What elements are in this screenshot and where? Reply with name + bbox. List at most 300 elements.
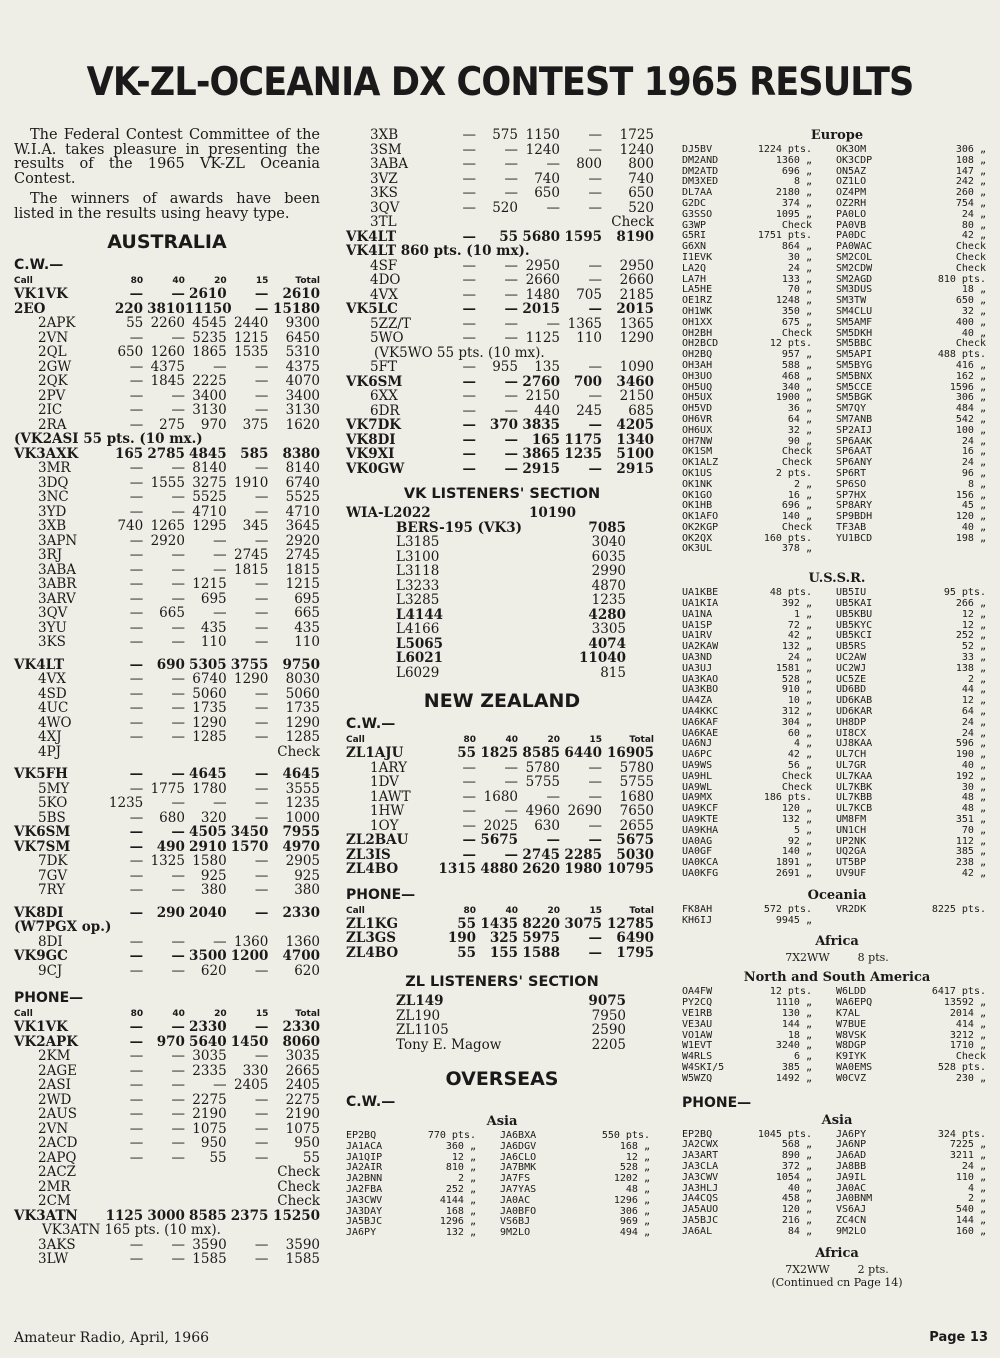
spacer	[476, 1163, 500, 1174]
band-score: —	[462, 199, 476, 216]
band-score: 925	[200, 867, 227, 884]
station-score: 64 „	[961, 706, 986, 718]
spacer	[812, 393, 836, 404]
station-score: 1296 „	[613, 1194, 650, 1206]
call-sign: 4SF	[370, 257, 398, 274]
station-call: SM5API	[836, 349, 873, 361]
band-score: —	[213, 358, 227, 375]
band-score: 1815	[234, 561, 269, 578]
station-score: 16 „	[961, 446, 986, 458]
station-call: OZ1LO	[836, 176, 867, 188]
station-score: 1202 „	[613, 1173, 650, 1185]
total-score: Check	[277, 743, 320, 760]
score-row	[14, 1093, 320, 1108]
station-call: UA3ND	[682, 652, 713, 664]
total-score: 1075	[285, 1120, 320, 1137]
spacer	[812, 685, 836, 696]
zl-listeners-table	[346, 994, 658, 1052]
station-call: SM5AMF	[836, 316, 873, 328]
total-score: 1360	[285, 933, 320, 950]
total-score: 7955	[282, 824, 321, 840]
ussr-table	[682, 588, 992, 880]
overseas-heading: OVERSEAS	[445, 1068, 559, 1090]
station-score: 12 pts.	[769, 338, 812, 350]
call-sign: 1HW	[370, 803, 405, 819]
score-note: (W7PGX op.)	[14, 919, 112, 935]
station-score: 56 „	[787, 760, 812, 772]
station-call: UD6KAR	[836, 706, 873, 718]
band-score: 345	[242, 518, 269, 534]
score-row	[14, 447, 320, 462]
score-row	[14, 505, 320, 520]
station-score: 230 „	[955, 1072, 986, 1084]
station-score: 890 „	[781, 1150, 812, 1162]
call-sign: 5ZZ/T	[370, 315, 411, 332]
band-score: —	[171, 1019, 185, 1035]
station-call: UL7KBB	[836, 792, 873, 804]
band-score: —	[254, 867, 269, 884]
band-score: 1535	[234, 344, 269, 360]
band-score: —	[462, 446, 476, 462]
total-score: 3035	[285, 1048, 320, 1064]
station-call: VE3AU	[682, 1018, 713, 1030]
band-score: 630	[534, 817, 560, 834]
total-score: 1000	[285, 809, 320, 826]
station-score: 96 „	[961, 467, 986, 479]
band-score: —	[129, 1149, 144, 1166]
nz-phone-label: PHONE—	[346, 886, 416, 903]
call-sign: 2ASI	[38, 1077, 71, 1093]
call-sign: VK3AXK	[14, 445, 79, 462]
band-score: 1360	[234, 933, 269, 950]
spacer	[812, 156, 836, 167]
score-row	[14, 745, 320, 760]
station-call: K7AL	[836, 1007, 861, 1019]
spacer	[812, 1130, 836, 1141]
vk-listeners-table	[346, 506, 658, 680]
band-score: —	[504, 301, 518, 317]
score-row	[14, 418, 320, 433]
call-sign: ZL4BO	[346, 944, 399, 961]
score-row	[14, 701, 320, 716]
station-score: 48 „	[625, 1183, 650, 1195]
total-score: 2330	[282, 1019, 321, 1035]
band-score: —	[254, 1091, 269, 1108]
column-header: Call	[14, 276, 33, 286]
band-score: —	[129, 729, 144, 745]
call-sign: 3YD	[38, 503, 67, 520]
score-row	[14, 1064, 320, 1079]
station-score: 2180 „	[775, 187, 812, 199]
band-score: 3500	[189, 948, 227, 964]
ussr-heading: U.S.S.R.	[808, 571, 866, 587]
spacer	[812, 1063, 836, 1074]
listener-score: 4870	[591, 577, 626, 594]
total-score: 4710	[285, 503, 320, 520]
band-score: —	[213, 547, 227, 563]
station-score: 8225 pts.	[931, 903, 986, 915]
band-score: 4375	[150, 358, 185, 375]
score-row	[346, 433, 658, 448]
station-score: 468 „	[781, 370, 812, 382]
listener-score: 3040	[591, 534, 626, 550]
band-score	[518, 215, 560, 230]
station-score: 44 „	[961, 684, 986, 696]
station-call: VO1AW	[682, 1029, 713, 1041]
call-sign: 3VZ	[370, 170, 398, 187]
band-score: —	[504, 446, 518, 462]
band-score: 325	[489, 930, 518, 946]
station-score: 42 „	[961, 230, 986, 242]
station-pair-row	[682, 826, 992, 837]
station-call: UA9WS	[682, 760, 713, 772]
band-score: 1588	[522, 944, 560, 961]
station-call: JA0BFO	[500, 1205, 537, 1217]
band-score: —	[254, 590, 269, 607]
station-score: 48 pts.	[769, 587, 812, 599]
station-score: 140 „	[781, 846, 812, 858]
station-score: 60 „	[787, 727, 812, 739]
band-score: —	[462, 759, 476, 776]
spacer	[476, 1142, 500, 1153]
call-sign: 2CM	[38, 1193, 71, 1209]
score-row	[14, 1035, 320, 1050]
score-row	[14, 563, 320, 578]
call-sign: 2ACZ	[38, 1164, 77, 1180]
band-score: 6440	[564, 745, 602, 761]
phone-africa-pts: 2 pts.	[857, 1262, 889, 1276]
band-score: 3075	[564, 915, 602, 932]
station-call: UL7CH	[836, 749, 867, 761]
total-score: 5060	[285, 685, 320, 702]
call-sign: VK1VK	[14, 286, 68, 302]
call-sign: VK7DK	[346, 417, 402, 433]
station-pair-row	[682, 1173, 992, 1184]
station-call: UA3KBO	[682, 684, 719, 696]
band-score: —	[462, 402, 476, 419]
zl-listeners-heading: ZL LISTENERS' SECTION	[405, 974, 599, 990]
score-row	[14, 1209, 320, 1224]
spacer	[812, 210, 836, 221]
band-score: 55	[126, 315, 144, 331]
band-score: 375	[242, 416, 269, 433]
footer-publication: Amateur Radio, April, 1966	[14, 1330, 210, 1346]
total-score: 2950	[619, 257, 654, 274]
band-score: 1125	[525, 330, 560, 346]
station-score: 350 „	[781, 305, 812, 317]
station-call: SP7HX	[836, 489, 867, 501]
band-score: 1290	[234, 671, 269, 687]
station-score: 650 „	[955, 295, 986, 307]
station-call: DJ5BV	[682, 144, 713, 155]
station-call: G3SSO	[682, 208, 713, 220]
station-call: SM7ANB	[836, 413, 873, 425]
total-score: 5310	[285, 344, 320, 360]
band-score: —	[129, 1106, 144, 1122]
band-score: —	[129, 1062, 144, 1079]
band-score: 1125	[105, 1207, 144, 1224]
station-call: JA3DAY	[346, 1205, 383, 1217]
station-score: Check	[781, 457, 812, 469]
total-score: 8060	[282, 1033, 321, 1050]
australia-cw-continued-table	[346, 128, 658, 476]
column-header: Total	[629, 905, 654, 916]
band-score: —	[254, 532, 269, 549]
station-score: 160 pts.	[763, 532, 812, 544]
band-score: 370	[489, 417, 518, 433]
band-score: 955	[492, 359, 518, 375]
nz-phone-table	[346, 917, 658, 961]
spacer	[812, 318, 836, 329]
total-score: 5030	[616, 846, 654, 863]
station-score: 6 „	[793, 1051, 812, 1063]
total-score: 8030	[285, 671, 320, 687]
station-call: JA6NP	[836, 1139, 867, 1151]
call-sign: 2KM	[38, 1048, 71, 1064]
station-score: 252 „	[955, 630, 986, 642]
score-row	[346, 128, 658, 143]
band-score: 1845	[150, 373, 185, 389]
station-call: SM3TW	[836, 295, 867, 307]
band-score: —	[129, 1251, 144, 1267]
station-score: 48 „	[961, 803, 986, 815]
band-score: —	[588, 417, 602, 433]
total-score: 1795	[616, 944, 654, 961]
listener-score: 11040	[579, 650, 626, 666]
band-score: —	[129, 619, 144, 636]
station-score: 260 „	[955, 187, 986, 199]
total-score: 4070	[285, 373, 320, 389]
total-score: 1735	[285, 700, 320, 716]
band-score: 11150	[184, 300, 232, 317]
station-score: 90 „	[787, 435, 812, 447]
band-score	[227, 1165, 269, 1180]
score-row	[14, 869, 320, 884]
listener-row	[346, 564, 658, 579]
station-score: 48 „	[961, 792, 986, 804]
station-score: 24 „	[961, 435, 986, 447]
column-header: 80	[130, 276, 144, 286]
band-score: 970	[156, 1033, 185, 1050]
station-score: 216 „	[781, 1214, 812, 1226]
station-call: OZ2RH	[836, 197, 867, 209]
total-score: 520	[628, 199, 654, 216]
station-pair-row	[682, 318, 992, 329]
score-row	[14, 716, 320, 731]
call-sign: 7RY	[38, 882, 66, 898]
score-row	[14, 1238, 320, 1253]
station-call: OK1AFO	[682, 511, 719, 523]
band-score: 1865	[192, 344, 227, 360]
station-call: JA7BMK	[500, 1162, 537, 1174]
station-score: 190 „	[955, 749, 986, 761]
total-score: 6450	[285, 329, 320, 346]
spacer	[812, 1173, 836, 1184]
call-sign: 1DV	[370, 774, 399, 790]
score-row	[14, 672, 320, 687]
band-score: —	[129, 358, 144, 375]
station-call: PY2CQ	[682, 997, 713, 1009]
total-score: 2745	[285, 547, 320, 563]
band-score: —	[129, 1236, 144, 1253]
station-call: UD6BD	[836, 684, 867, 696]
column-header: 80	[130, 1009, 144, 1019]
band-score: —	[171, 1106, 185, 1122]
band-score: 1780	[192, 780, 227, 797]
call-sign: 3ARV	[38, 590, 76, 607]
listener-call: L3118	[396, 563, 440, 579]
station-call: UT5BP	[836, 857, 867, 869]
station-score: 12 „	[961, 608, 986, 620]
total-score: 695	[294, 590, 320, 607]
total-score: 1680	[619, 788, 654, 805]
band-score: —	[171, 714, 185, 731]
station-score: 3211 „	[949, 1150, 986, 1162]
band-score: —	[462, 185, 476, 201]
column-header: 20	[547, 735, 560, 745]
band-score: 800	[576, 156, 602, 172]
station-score: 64 „	[787, 413, 812, 425]
band-score: —	[462, 330, 476, 346]
station-call: W4SKI/5	[682, 1061, 725, 1073]
spacer	[812, 1151, 836, 1162]
station-call: 9M2LO	[500, 1227, 531, 1239]
call-sign: VK6SM	[14, 824, 71, 840]
band-score: 320	[200, 809, 227, 826]
column-header: Total	[629, 735, 654, 745]
spacer	[812, 221, 836, 232]
spacer	[812, 512, 836, 523]
band-score: 705	[576, 286, 602, 303]
band-score: —	[254, 685, 269, 702]
band-score: 1325	[150, 853, 185, 869]
band-score: —	[254, 489, 269, 505]
band-score: 330	[242, 1062, 269, 1079]
station-score: Check	[781, 770, 812, 782]
listener-call: L3233	[396, 577, 440, 594]
call-sign: VK1VK	[14, 1019, 68, 1035]
score-row	[14, 825, 320, 840]
total-score: 5755	[619, 774, 654, 790]
listener-row	[346, 994, 658, 1009]
band-score: 490	[156, 838, 185, 855]
band-score: —	[213, 561, 227, 578]
score-row	[346, 946, 658, 961]
band-score: —	[213, 795, 227, 811]
continued-note: (Continued cn Page 14)	[771, 1275, 903, 1289]
band-score: 1285	[192, 729, 227, 745]
band-score: —	[129, 867, 144, 884]
total-score: 55	[302, 1149, 320, 1166]
band-score: —	[129, 416, 144, 433]
station-call: SM2CDW	[836, 262, 873, 274]
station-call: UA9KCF	[682, 803, 719, 815]
band-score: 5675	[480, 832, 518, 848]
total-score: 110	[294, 634, 320, 650]
band-score: —	[254, 619, 269, 636]
band-score: —	[129, 460, 144, 476]
spacer	[812, 177, 836, 188]
band-score: —	[588, 359, 602, 375]
station-score: 306 „	[955, 392, 986, 404]
band-score: —	[462, 388, 476, 404]
station-score: 1360 „	[775, 154, 812, 166]
station-call: PA0LO	[836, 208, 867, 220]
score-row	[14, 519, 320, 534]
band-score: 2760	[522, 373, 560, 390]
total-score: 2905	[285, 853, 320, 869]
band-score: 2745	[234, 547, 269, 563]
band-score: —	[171, 766, 185, 782]
spacer	[812, 188, 836, 199]
call-sign: 3TL	[370, 214, 397, 230]
station-call: UA6NJ	[682, 738, 713, 750]
station-call: UB5KAI	[836, 598, 873, 610]
score-row	[346, 375, 658, 390]
station-call: UA9KHA	[682, 824, 719, 836]
station-score: 140 „	[781, 511, 812, 523]
station-score: 120 „	[781, 803, 812, 815]
station-score: 2 pts.	[775, 467, 812, 479]
band-score: —	[254, 809, 269, 826]
band-score: 3810	[147, 300, 185, 317]
score-row	[14, 949, 320, 964]
station-call: SM5CCE	[836, 381, 873, 393]
total-score: 2275	[285, 1091, 320, 1108]
band-score: 2275	[192, 1091, 227, 1108]
score-row	[14, 403, 320, 418]
station-call: WA6EPQ	[836, 997, 873, 1009]
column-1	[14, 128, 320, 1267]
station-score: 24 „	[961, 1160, 986, 1172]
call-sign: 3YU	[38, 619, 67, 636]
band-score: 2190	[192, 1106, 227, 1122]
band-score: —	[504, 774, 518, 790]
station-call: W7BUE	[836, 1018, 867, 1030]
call-sign: 3QV	[38, 605, 68, 621]
station-score: 12 „	[625, 1151, 650, 1163]
score-row	[14, 1136, 320, 1151]
station-call: K9IYK	[836, 1051, 867, 1063]
band-score: 1480	[525, 286, 560, 303]
total-score: 2150	[619, 388, 654, 404]
spacer	[812, 653, 836, 664]
score-row	[14, 730, 320, 745]
total-score: 7650	[619, 803, 654, 819]
band-score: —	[462, 431, 476, 448]
station-score: 4144 „	[439, 1194, 476, 1206]
band-score: 650	[534, 185, 560, 201]
intro-paragraph-2: The winners of awards have been listed in the results using heavy type.	[14, 191, 320, 222]
station-call: UL7GR	[836, 760, 867, 772]
band-score: 4880	[480, 861, 518, 877]
band-score: —	[171, 1251, 185, 1267]
band-score: 2040	[189, 904, 227, 921]
spacer	[812, 675, 836, 686]
station-score: 528 „	[619, 1162, 650, 1174]
band-score: —	[254, 1135, 269, 1151]
station-score: 30 „	[787, 251, 812, 263]
station-score: 120 „	[955, 511, 986, 523]
station-call: UA9WL	[682, 781, 713, 793]
band-score: —	[588, 257, 602, 274]
total-score: 10795	[607, 861, 654, 877]
score-row	[14, 316, 320, 331]
band-score: —	[254, 904, 269, 921]
score-row	[14, 1049, 320, 1064]
station-pair-row	[682, 264, 992, 275]
band-score: —	[129, 474, 144, 491]
